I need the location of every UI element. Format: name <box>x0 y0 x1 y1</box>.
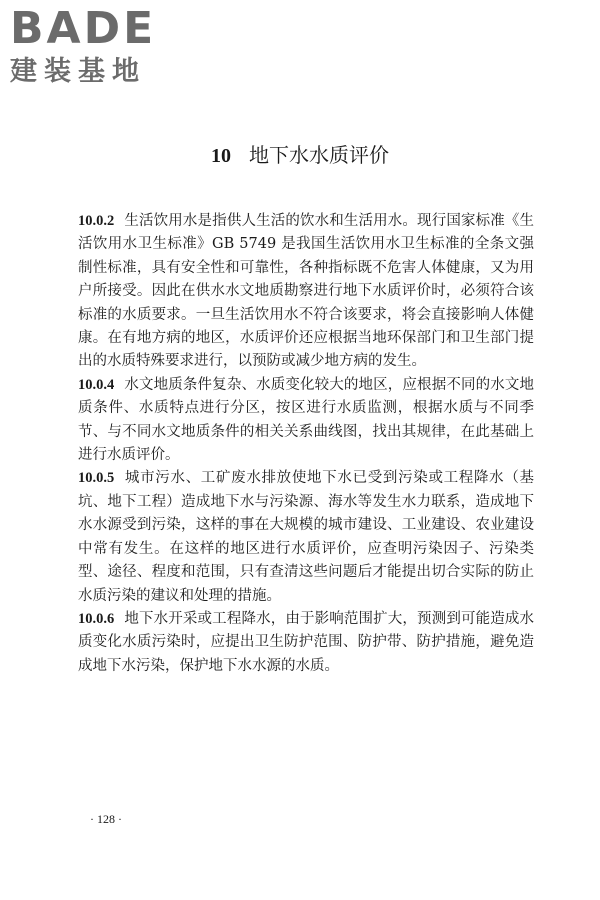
chapter-title <box>0 142 600 169</box>
clause-list <box>78 210 534 678</box>
clause-number: 10.0.5 <box>78 470 115 487</box>
chapter-title-text: 地下水水质评价 <box>249 143 389 167</box>
clause-10-0-5 <box>78 467 534 607</box>
chapter-number: 10 <box>211 145 231 167</box>
logo-subtitle: 建装基地 <box>10 56 146 87</box>
clause-number: 10.0.6 <box>78 610 115 627</box>
page-number: · 128 · <box>90 812 122 826</box>
clause-10-0-6 <box>78 608 534 678</box>
clause-text: 生活饮用水是指供人生活的饮水和生活用水。现行国家标准《生活饮用水卫生标准》GB 5749 是我国生活饮用水卫生标准的全条文强制性标准，具有安全性和可靠性，各种指标既不危害人体健康，又为用户所接受。因此在供水水文地质勘察进行地下水质评价时，必须符合该标准的水质要求。一旦生活饮用水不符合该要求，将会直接影响人体健康。在有地方病的地区，水质评价还应根据当地环保部门和卫生部门提出的水质特殊要求进行，以预防或减少地方病的发生。 <box>78 213 534 370</box>
clause-text: 城市污水、工矿废水排放使地下水已受到污染或工程降水（基坑、地下工程）造成地下水与污染源、海水等发生水力联系，造成地下水水源受到污染，这样的事在大规模的城市建设、工业建设、农业建设中常有发生。在这样的地区进行水质评价，应查明污染因子、污染类型、途径、程度和范围，只有查清这些问题后才能提出切合实际的防止水质污染的建议和处理的措施。 <box>78 470 534 604</box>
clause-10-0-4 <box>78 374 534 468</box>
bade-logo <box>10 3 175 88</box>
clause-text: 水文地质条件复杂、水质变化较大的地区，应根据不同的水文地质条件、水质特点进行分区，按区进行水质监测，根据水质与不同季节、与不同水文地质条件的相关关系曲线图，找出其规律，在此基础上进行水质评价。 <box>78 376 534 464</box>
logo-brand: BADE <box>10 3 157 54</box>
clause-text: 地下水开采或工程降水，由于影响范围扩大，预测到可能造成水质变化水质污染时，应提出卫生防护范围、防护带、防护措施，避免造成地下水污染，保护地下水水源的水质。 <box>78 610 534 674</box>
clause-number: 10.0.2 <box>78 213 115 229</box>
clause-10-0-2 <box>78 210 534 374</box>
clause-number: 10.0.4 <box>78 376 115 393</box>
